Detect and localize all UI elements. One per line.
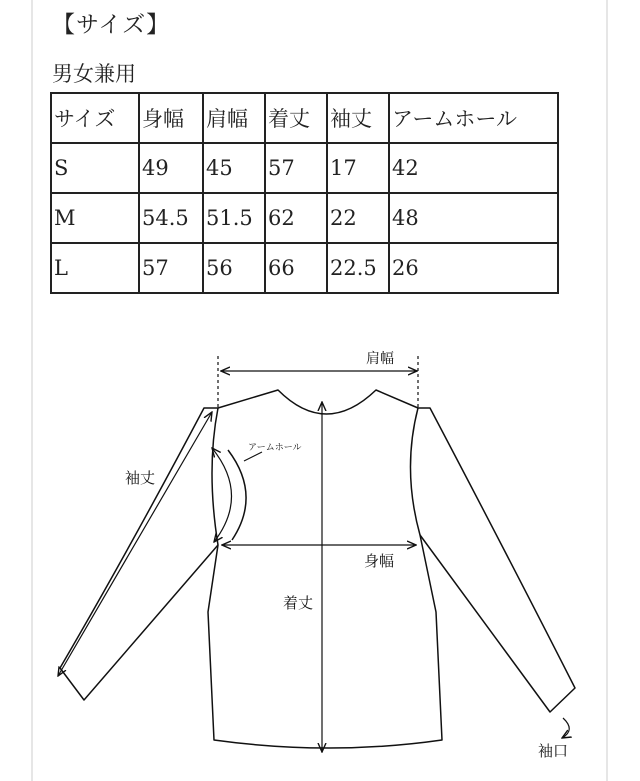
unisex-label: 男女兼用	[52, 62, 136, 86]
table-cell: 49	[139, 143, 203, 193]
header-shoulder: 肩幅	[203, 93, 265, 143]
shoulder-width-label: 肩幅	[366, 351, 394, 367]
right-sleeve-outline	[418, 408, 575, 712]
armhole-leader	[244, 452, 262, 461]
size-table	[50, 92, 559, 294]
table-cell: 48	[389, 193, 558, 243]
header-size: サイズ	[51, 93, 139, 143]
size-heading: 【サイズ】	[52, 12, 171, 38]
table-row	[51, 193, 558, 243]
table-cell: M	[51, 193, 139, 243]
table-cell: 45	[203, 143, 265, 193]
table-cell: 42	[389, 143, 558, 193]
sleeve-length-label: 袖丈	[125, 469, 156, 487]
header-chest: 身幅	[139, 93, 203, 143]
table-cell: 51.5	[203, 193, 265, 243]
table-cell: 54.5	[139, 193, 203, 243]
header-length: 着丈	[265, 93, 327, 143]
table-cell: 56	[203, 243, 265, 293]
sleeve-length-arrow	[58, 412, 212, 676]
garment-measurement-diagram	[0, 330, 640, 781]
table-cell: 22	[327, 193, 389, 243]
armhole-label: アームホール	[248, 443, 302, 453]
table-cell: S	[51, 143, 139, 193]
table-header-row	[51, 93, 558, 143]
chest-width-label: 身幅	[364, 552, 395, 570]
table-cell: 57	[139, 243, 203, 293]
table-row	[51, 143, 558, 193]
table-cell: 62	[265, 193, 327, 243]
armhole-curve	[228, 450, 246, 540]
cuff-arrow	[562, 718, 569, 738]
garment-body-outline	[208, 390, 442, 748]
header-armhole: アームホール	[389, 93, 558, 143]
length-label: 着丈	[283, 594, 314, 612]
table-cell: 17	[327, 143, 389, 193]
table-cell: L	[51, 243, 139, 293]
header-sleeve: 袖丈	[327, 93, 389, 143]
left-sleeve-outline	[60, 408, 218, 700]
cuff-label: 袖口	[538, 742, 569, 760]
table-cell: 22.5	[327, 243, 389, 293]
table-row	[51, 243, 558, 293]
table-cell: 26	[389, 243, 558, 293]
table-cell: 66	[265, 243, 327, 293]
table-cell: 57	[265, 143, 327, 193]
